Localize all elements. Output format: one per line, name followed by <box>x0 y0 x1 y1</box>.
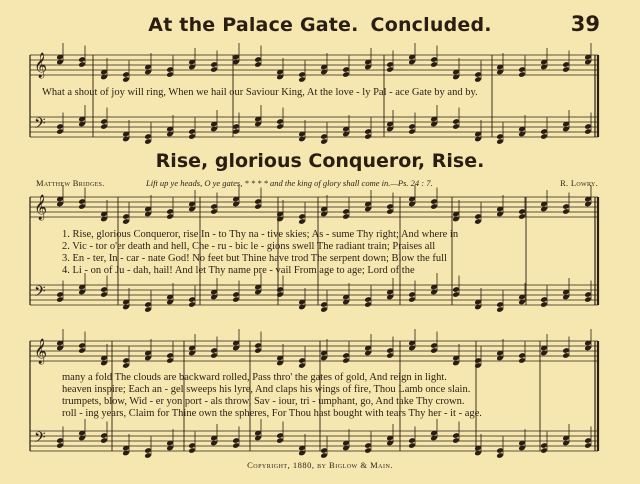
verse-line-1b: many a fold The clouds are backward rolled, Pass thro' the gates of gold, And reign in light. <box>62 372 447 383</box>
hymn2-credits <box>36 178 598 190</box>
copyright-notice: Copyright, 1880, by Biglow & Main. <box>247 460 393 470</box>
verse-line-2b: heaven inspire; Each an - gel sweeps his lyre, And claps his wings of fire, Thou Lamb once slain. <box>62 384 471 395</box>
page-number: 39 <box>570 12 600 36</box>
bass-clef-icon: 𝄢 <box>34 283 46 304</box>
hymn1-title-concluded: Concluded. <box>370 14 492 36</box>
hymn2-title: Rise, glorious Conqueror, Rise. <box>155 150 485 172</box>
verse-line-3b: trumpets, blow, Wid - er yon port - als throw, Sav - iour, tri - umphant, go, And take Thy crown. <box>62 396 465 407</box>
verse-line-1a: 1. Rise, glorious Conqueror, rise In - to Thy na - tive skies; As - sume Thy right; And where in <box>62 229 459 240</box>
treble-clef-icon: 𝄞 <box>34 195 48 220</box>
verse-line-4b: roll - ing years, Claim for Thine own the spheres, For Thou hast bought with tears Thy her - it - age. <box>62 408 482 419</box>
verse-line-2a: 2. Vic - tor o'er death and hell, Che - ru - bic le - gions swell The radiant train; Praises all <box>62 241 436 252</box>
hymn1-title <box>0 14 640 36</box>
treble-clef-icon: 𝄞 <box>34 339 48 364</box>
bass-clef-icon: 𝄢 <box>34 115 46 136</box>
composer: R. Lowry. <box>560 178 598 188</box>
verse-line-3a: 3. En - ter, In - car - nate God! No feet but Thine have trod The serpent down; Blow the full <box>62 253 447 264</box>
hymn1-title-main: At the Palace Gate. <box>148 14 359 36</box>
lyricist: Matthew Bridges. <box>36 178 105 188</box>
hymn1-lyric: What a shout of joy will ring, When we hail our Saviour King, At the love - ly Pal - ace Gate by and by. <box>42 87 478 98</box>
scripture-reference: Lift up ye heads, O ye gates, * * * * and the king of glory shall come in.—Ps. 24 : 7. <box>146 178 433 188</box>
verse-line-4a: 4. Li - on of Ju - dah, hail! And let Thy name pre - vail From age to age; Lord of the <box>62 265 415 276</box>
bass-clef-icon: 𝄢 <box>34 429 46 450</box>
treble-clef-icon: 𝄞 <box>34 53 48 78</box>
